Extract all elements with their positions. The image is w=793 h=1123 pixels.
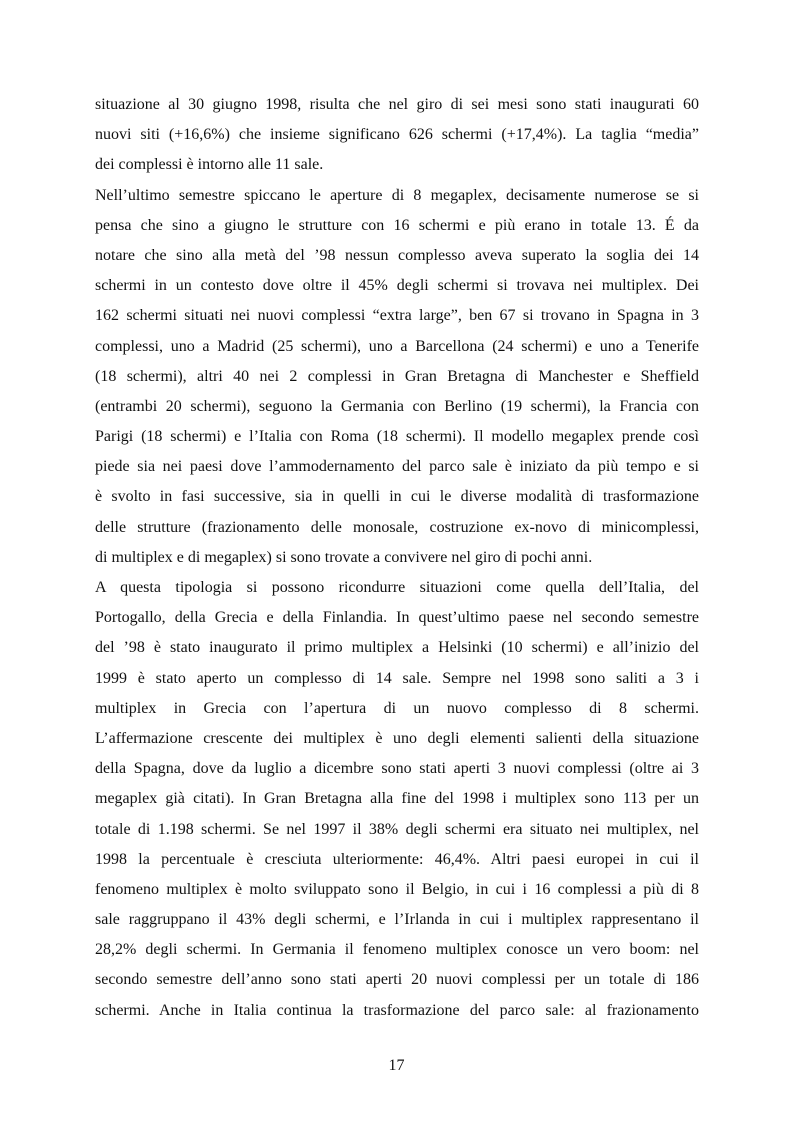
text-line: Parigi (18 schermi) e l’Italia con Roma (18 schermi). Il modello megaplex prende così bbox=[95, 428, 699, 446]
text-line: del ’98 è stato inaugurato il primo multiplex a Helsinki (10 schermi) e all’inizio del bbox=[95, 639, 699, 657]
text-line: 162 schermi situati nei nuovi complessi “extra large”, ben 67 si trovano in Spagna in 3 bbox=[95, 307, 699, 325]
text-line: fenomeno multiplex è molto sviluppato sono il Belgio, in cui i 16 complessi a più di 8 bbox=[95, 880, 699, 898]
text-line: 1998 la percentuale è cresciuta ulteriormente: 46,4%. Altri paesi europei in cui il bbox=[95, 850, 699, 868]
text-line: di multiplex e di megaplex) si sono trovate a convivere nel giro di pochi anni. bbox=[95, 548, 593, 566]
text-line: è svolto in fasi successive, sia in quelli in cui le diverse modalità di trasformazione bbox=[95, 488, 699, 506]
text-line: dei complessi è intorno alle 11 sale. bbox=[95, 156, 324, 174]
text-line: totale di 1.198 schermi. Se nel 1997 il 38% degli schermi era situato nei multiplex, nel bbox=[95, 820, 699, 838]
text-line: notare che sino alla metà del ’98 nessun complesso aveva superato la soglia dei 14 bbox=[95, 246, 699, 264]
text-line: piede sia nei paesi dove l’ammodernamento del parco sale è iniziato da più tempo e si bbox=[95, 458, 699, 476]
text-line: complessi, uno a Madrid (25 schermi), uno a Barcellona (24 schermi) e uno a Tenerife bbox=[95, 337, 699, 355]
text-line: 28,2% degli schermi. In Germania il fenomeno multiplex conosce un vero boom: nel bbox=[95, 941, 699, 959]
text-line: multiplex in Grecia con l’apertura di un nuovo complesso di 8 schermi. bbox=[95, 699, 699, 717]
text-line: megaplex già citati). In Gran Bretagna alla fine del 1998 i multiplex sono 113 per un bbox=[95, 790, 699, 808]
text-line: situazione al 30 giugno 1998, risulta che nel giro di sei mesi sono stati inaugurati 60 bbox=[95, 96, 699, 113]
page-number: 17 bbox=[388, 1057, 405, 1074]
text-line: secondo semestre dell’anno sono stati aperti 20 nuovi complessi per un totale di 186 bbox=[95, 971, 699, 989]
body-text bbox=[95, 90, 699, 1026]
text-line: nuovi siti (+16,6%) che insieme significano 626 schermi (+17,4%). La taglia “media” bbox=[95, 126, 699, 144]
text-line: 1999 è stato aperto un complesso di 14 sale. Sempre nel 1998 sono saliti a 3 i bbox=[95, 669, 699, 687]
text-line: delle strutture (frazionamento delle monosale, costruzione ex-novo di minicomplessi, bbox=[95, 518, 699, 536]
text-line: della Spagna, dove da luglio a dicembre sono stati aperti 3 nuovi complessi (oltre ai 3 bbox=[95, 760, 699, 778]
text-line: Portogallo, della Grecia e della Finlandia. In quest’ultimo paese nel secondo semestre bbox=[95, 609, 699, 627]
text-line: schermi. Anche in Italia continua la trasformazione del parco sale: al frazionamento bbox=[95, 1001, 699, 1019]
text-line: Nell’ultimo semestre spiccano le aperture di 8 megaplex, decisamente numerose se si bbox=[95, 186, 699, 204]
text-line: pensa che sino a giugno le strutture con 16 schermi e più erano in totale 13. É da bbox=[95, 216, 699, 234]
text-line: A questa tipologia si possono ricondurre situazioni come quella dell’Italia, del bbox=[95, 579, 699, 596]
text-line: (18 schermi), altri 40 nei 2 complessi in Gran Bretagna di Manchester e Sheffield bbox=[95, 367, 699, 385]
text-line: L’affermazione crescente dei multiplex è uno degli elementi salienti della situazione bbox=[95, 729, 699, 747]
text-line: (entrambi 20 schermi), seguono la Germania con Berlino (19 schermi), la Francia con bbox=[95, 397, 699, 415]
text-line: schermi in un contesto dove oltre il 45% degli schermi si trovava nei multiplex. Dei bbox=[95, 277, 699, 295]
text-line: sale raggruppano il 43% degli schermi, e l’Irlanda in cui i multiplex rappresentano il bbox=[95, 911, 699, 929]
